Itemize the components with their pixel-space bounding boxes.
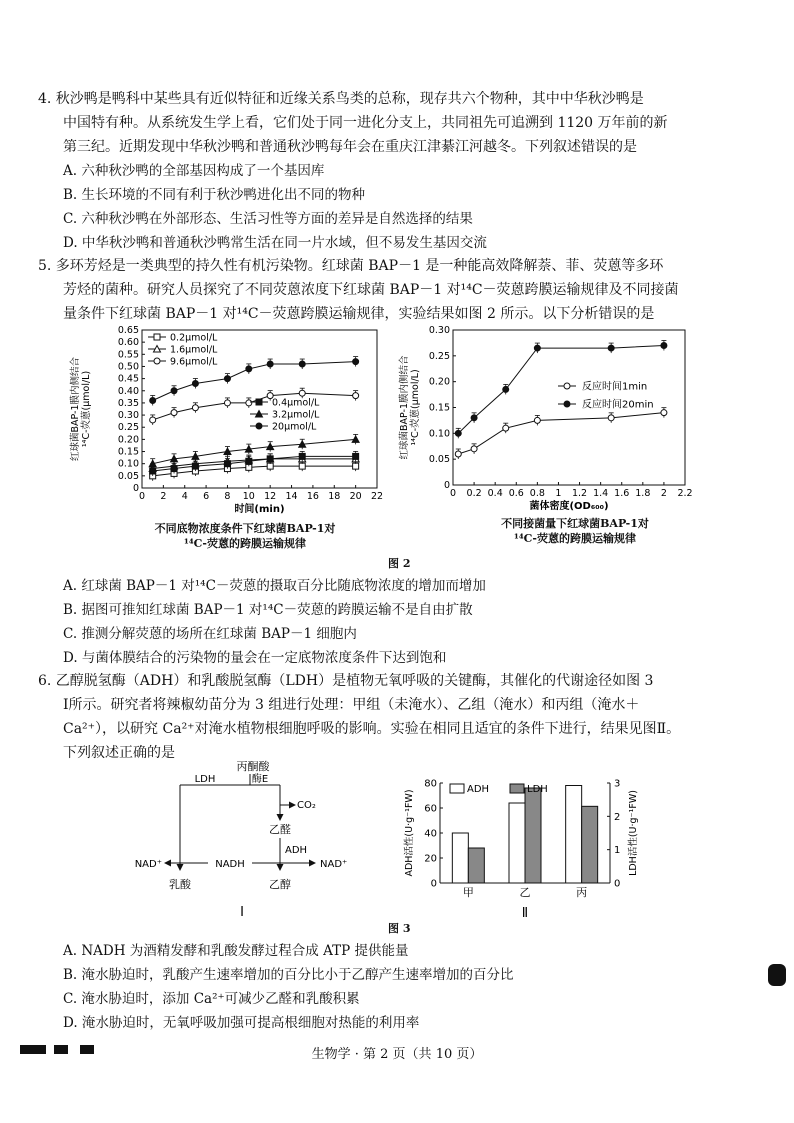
y-right-tick-label: 2 xyxy=(614,811,621,823)
data-point xyxy=(299,463,305,469)
series-line xyxy=(153,393,356,420)
data-point xyxy=(661,343,667,349)
x-tick-label: 0.2 xyxy=(466,488,482,499)
data-point xyxy=(661,410,667,416)
x-tick-label: 1.2 xyxy=(571,488,588,499)
x-tick-label: 18 xyxy=(328,491,341,502)
data-point xyxy=(471,415,477,421)
q5-stem-line: 量条件下红球菌 BAP－1 对¹⁴C－荧蒽跨膜运输规律，实验结果如图 2 所示。以下分析错误的是 xyxy=(63,306,655,322)
x-tick-label: 10 xyxy=(242,491,255,502)
x-tick-label: 1.4 xyxy=(593,488,609,499)
data-point xyxy=(192,405,198,411)
data-point xyxy=(246,458,252,464)
figure-ii-label: Ⅱ xyxy=(521,906,529,920)
uptake-vs-density-chart xyxy=(395,322,695,522)
y-tick-label: 0.20 xyxy=(117,434,139,446)
q5-option-c: C. 推测分解荧蒽的场所在红球菌 BAP－1 细胞内 xyxy=(63,626,357,642)
data-point xyxy=(455,430,461,436)
data-point xyxy=(353,463,359,469)
x-tick-label: 2 xyxy=(160,491,167,502)
q4-option-c: C. 六种秋沙鸭在外部形态、生活习性等方面的差异是自然选择的结果 xyxy=(63,211,473,227)
x-tick-label: 8 xyxy=(224,491,231,502)
y-tick-label: 0.40 xyxy=(117,385,139,397)
q5-stem-line: 5. 多环芳烃是一类典型的持久性有机污染物。红球菌 BAP－1 是一种能高效降解萘、菲、荧蒽等多环 xyxy=(38,258,664,274)
x-tick-label: 20 xyxy=(349,491,362,502)
legend-label: 反应时间20min xyxy=(582,399,654,411)
legend-marker xyxy=(256,399,262,405)
legend-label: 0.2μmol/L xyxy=(170,332,218,344)
q6-option-c: C. 淹水胁迫时，添加 Ca²⁺可减少乙醛和乳酸积累 xyxy=(63,991,360,1007)
ldh-enzyme-label: LDH xyxy=(194,774,216,785)
data-point xyxy=(150,397,156,403)
x-tick-label: 0.4 xyxy=(487,488,503,499)
adh-bar xyxy=(452,833,468,883)
y-tick-label: 0.15 xyxy=(428,402,450,414)
q4-stem-line: 中国特有种。从系统发生学上看，它们处于同一进化分支上，共同祖先可追溯到 1120 万年前的新 xyxy=(63,115,668,131)
data-point xyxy=(267,456,273,462)
x-tick-label: 1.8 xyxy=(635,488,651,499)
data-point xyxy=(534,417,540,423)
data-point xyxy=(150,417,156,423)
y-right-tick-label: 0 xyxy=(614,878,621,890)
y-axis-label-line: 红球菌BAP-1膜内侧结合 xyxy=(70,356,81,462)
y-tick-label: 60 xyxy=(424,803,437,815)
y-tick-label: 0.55 xyxy=(117,349,139,361)
y-right-axis-label: LDH活性(U·g⁻¹FW) xyxy=(628,790,639,876)
y-tick-label: 0 xyxy=(430,878,437,890)
legend-swatch-adh xyxy=(450,784,464,793)
y-tick-label: 0.60 xyxy=(117,337,139,349)
chart2-caption-line: ¹⁴C-荧蒽的跨膜运输规律 xyxy=(514,532,636,545)
figure-i-label: Ⅰ xyxy=(240,905,244,920)
q5-stem-line: 芳烃的菌种。研究人员探究了不同荧蒽浓度下红球菌 BAP－1 对¹⁴C－荧蒽跨膜运输规律及不同接菌 xyxy=(63,282,679,298)
adh-enzyme-label: ADH xyxy=(285,845,308,856)
data-point xyxy=(353,359,359,365)
co2-label: CO₂ xyxy=(297,800,316,811)
data-point xyxy=(471,446,477,452)
x-tick-label: 2 xyxy=(660,488,667,499)
y-tick-label: 0 xyxy=(132,483,139,494)
legend-marker xyxy=(154,358,160,364)
figure-3-label: 图 3 xyxy=(388,922,411,935)
data-point xyxy=(224,376,230,382)
data-point xyxy=(299,453,305,459)
q6-stem-line: 6. 乙醇脱氢酶（ADH）和乳酸脱氢酶（LDH）是植物无氧呼吸的关键酶，其催化的代谢途径如图 3 xyxy=(38,673,654,689)
y-axis-label xyxy=(398,355,421,460)
q6-stem-line: Ca²⁺），以研究 Ca²⁺对淹水植物根细胞呼吸的影响。实验在相同且适宜的条件下进行，结果见图Ⅱ。 xyxy=(63,721,681,737)
q6-option-a: A. NADH 为酒精发酵和乳酸发酵过程合成 ATP 提供能量 xyxy=(63,943,409,959)
legend-label: 1.6μmol/L xyxy=(170,344,218,356)
q6-option-d: D. 淹水胁迫时，无氧呼吸加强可提高根细胞对热能的利用率 xyxy=(63,1015,420,1031)
enzyme-activity-bar-chart xyxy=(400,775,660,920)
lactate-label: 乳酸 xyxy=(169,878,191,891)
x-tick-label: 2.2 xyxy=(677,488,693,499)
q4-stem-line: 4. 秋沙鸭是鸭科中某些具有近似特征和近缘关系鸟类的总称，现存共六个物种，其中中华秋沙鸭是 xyxy=(38,91,644,107)
x-tick-label: 4 xyxy=(181,491,188,502)
q4-option-a: A. 六种秋沙鸭的全部基因构成了一个基因库 xyxy=(63,163,325,179)
enzyme-e-label: 酶E xyxy=(251,774,269,785)
page-footer: 生物学 · 第 2 页（共 10 页） xyxy=(311,1047,483,1062)
y-tick-label: 80 xyxy=(424,778,437,790)
acetaldehyde-label: 乙醛 xyxy=(269,823,291,836)
data-point xyxy=(608,345,614,351)
x-tick-label: 14 xyxy=(285,491,298,502)
data-point xyxy=(192,380,198,386)
pyruvate-label: 丙酮酸 xyxy=(236,760,270,773)
data-point xyxy=(171,388,177,394)
legend-label: LDH xyxy=(527,784,548,795)
ldh-bar xyxy=(468,848,484,883)
y-tick-label: 0.15 xyxy=(117,446,139,458)
x-tick-label: 16 xyxy=(306,491,319,502)
uptake-vs-concentration-chart xyxy=(60,322,390,522)
y-tick-label: 0.30 xyxy=(117,410,139,422)
q6-option-b: B. 淹水胁迫时，乳酸产生速率增加的百分比小于乙醇产生速率增加的百分比 xyxy=(63,967,514,983)
data-point xyxy=(267,463,273,469)
data-point xyxy=(224,400,230,406)
legend-label: 0.4μmol/L xyxy=(272,397,320,409)
data-point xyxy=(171,410,177,416)
x-tick-label: 22 xyxy=(370,491,384,502)
y-tick-label: 0.05 xyxy=(117,470,139,482)
legend-marker xyxy=(154,334,160,340)
x-tick-label: 1 xyxy=(555,488,562,499)
data-point xyxy=(299,361,305,367)
y-tick-label: 0.25 xyxy=(428,350,450,362)
nad-right-label: NAD⁺ xyxy=(320,859,348,870)
y-tick-label: 0 xyxy=(443,480,450,491)
y-axis-label-line: 红球菌BAP-1膜内侧结合 xyxy=(399,355,410,460)
legend-marker xyxy=(564,383,570,389)
scan-artifact xyxy=(768,964,786,986)
legend-label: 反应时间1min xyxy=(582,381,648,393)
data-point xyxy=(246,366,252,372)
data-point xyxy=(353,453,359,459)
x-tick-label: 0 xyxy=(449,488,457,499)
chart1-caption-line: ¹⁴C-荧蒽的跨膜运输规律 xyxy=(184,537,306,550)
data-point xyxy=(455,451,461,457)
data-point xyxy=(224,461,230,467)
x-tick-label: 12 xyxy=(264,491,277,502)
data-point xyxy=(503,386,509,392)
y-tick-label: 0.35 xyxy=(117,397,139,409)
y-tick-label: 0.05 xyxy=(428,454,450,466)
legend-label: 9.6μmol/L xyxy=(170,356,218,368)
y-tick-label: 0.25 xyxy=(117,422,139,434)
y-axis-label xyxy=(69,356,92,461)
nad-left-label: NAD⁺ xyxy=(134,859,162,870)
y-axis-label-line: ¹⁴C-荧蒽(μmol/L) xyxy=(410,369,421,446)
y-tick-label: 0.65 xyxy=(117,325,139,336)
data-point xyxy=(534,345,540,351)
x-tick-label: 0.6 xyxy=(508,488,524,499)
legend-marker xyxy=(256,423,262,429)
legend-label: 20μmol/L xyxy=(272,421,317,433)
ldh-bar xyxy=(525,788,541,883)
y-tick-label: 0.30 xyxy=(428,325,450,336)
ethanol-label: 乙醇 xyxy=(269,878,291,891)
legend-label: ADH xyxy=(467,784,490,795)
q5-option-a: A. 红球菌 BAP－1 对¹⁴C－荧蒽的摄取百分比随底物浓度的增加而增加 xyxy=(63,578,486,594)
q6-stem-line: Ⅰ所示。研究者将辣椒幼苗分为 3 组进行处理：甲组（未淹水）、乙组（淹水）和丙组（淹水＋ xyxy=(63,697,640,713)
legend-label: 3.2μmol/L xyxy=(272,409,320,421)
data-point xyxy=(150,468,156,474)
data-point xyxy=(608,415,614,421)
nadh-label: NADH xyxy=(215,859,245,870)
x-axis-label: 菌体密度(OD₆₀₀) xyxy=(529,501,609,512)
data-point xyxy=(353,393,359,399)
x-axis-label: 时间(min) xyxy=(234,504,285,515)
y-tick-label: 0.10 xyxy=(117,458,139,470)
q4-stem-line: 第三纪。近期发现中华秋沙鸭和普通秋沙鸭每年会在重庆江津綦江河越冬。下列叙述错误的是 xyxy=(63,139,637,155)
ldh-bar xyxy=(582,806,598,883)
q5-option-d: D. 与菌体膜结合的污染物的量会在一定底物浓度条件下达到饱和 xyxy=(63,650,447,666)
legend-swatch-ldh xyxy=(510,784,524,793)
y-tick-label: 0.45 xyxy=(117,373,139,385)
q4-option-d: D. 中华秋沙鸭和普通秋沙鸭常生活在同一片水域，但不易发生基因交流 xyxy=(63,235,487,251)
x-tick-label: 0 xyxy=(138,491,146,502)
y-tick-label: 40 xyxy=(424,828,437,840)
data-point xyxy=(246,400,252,406)
category-label: 甲 xyxy=(462,886,474,899)
adh-bar xyxy=(509,803,525,883)
y-tick-label: 0.50 xyxy=(117,361,139,373)
y-tick-label: 20 xyxy=(424,853,437,865)
series-line xyxy=(458,413,664,454)
adh-bar xyxy=(566,786,582,884)
q6-stem-line: 下列叙述正确的是 xyxy=(63,745,175,761)
x-tick-label: 6 xyxy=(203,491,210,502)
category-label: 乙 xyxy=(519,886,531,899)
x-tick-label: 1.6 xyxy=(614,488,630,499)
x-tick-label: 0.8 xyxy=(529,488,545,499)
category-label: 丙 xyxy=(576,886,588,899)
q5-option-b: B. 据图可推知红球菌 BAP－1 对¹⁴C－荧蒽的跨膜运输不是自由扩散 xyxy=(63,602,473,618)
metabolic-pathway-diagram xyxy=(130,760,360,920)
figure-2-label: 图 2 xyxy=(388,557,411,570)
legend-marker xyxy=(564,401,570,407)
y-axis-label-line: ¹⁴C-荧蒽(μmol/L) xyxy=(81,370,92,448)
data-point xyxy=(192,463,198,469)
data-point xyxy=(171,466,177,472)
q4-option-b: B. 生长环境的不同有利于秋沙鸭进化出不同的物种 xyxy=(63,187,366,203)
y-tick-label: 0.10 xyxy=(428,428,450,440)
data-point xyxy=(299,390,305,396)
y-axis-label: ADH活性(U·g⁻¹FW) xyxy=(404,789,415,877)
chart2-caption-line: 不同接菌量下红球菌BAP-1对 xyxy=(501,517,649,530)
chart1-caption-line: 不同底物浓度条件下红球菌BAP-1对 xyxy=(154,522,336,535)
data-point xyxy=(267,361,273,367)
y-right-tick-label: 3 xyxy=(614,778,621,790)
data-point xyxy=(503,425,509,431)
y-tick-label: 0.20 xyxy=(428,376,450,388)
y-right-tick-label: 1 xyxy=(614,845,621,857)
